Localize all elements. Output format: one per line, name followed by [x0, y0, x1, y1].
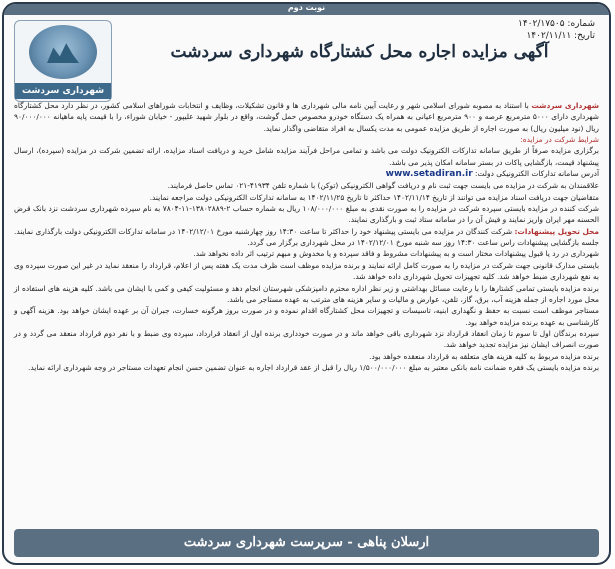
auction-notice — [2, 2, 611, 565]
notice-header-bar — [4, 4, 609, 15]
paragraph-3: علاقمندان به شرکت در مزایده می بایست جهت ثبت نام و دریافت گواهی الکترونیکی (توکن) با شماره تلفن ۴۱۹۳۴-۰۲۱ تماس حاصل فرمایند. — [167, 181, 599, 191]
notice-body — [14, 100, 599, 523]
paragraph-4: متقاضیان جهت دریافت اسناد مزایده می توانند از تاریخ ۱۴۰۲/۱۱/۱۴ حداکثر تا تاریخ ۱۴۰۲/۱۱/۲۵ به سامانه تدارکات الکترونیکی دولت مراجعه نمایند. — [149, 192, 599, 202]
website-label: آدرس سامانه تدارکات الکترونیکی دولت: — [475, 169, 599, 179]
notice-footer-signature: ارسلان پناهی - سرپرست شهرداری سردشت — [14, 529, 599, 557]
notice-title: آگهی مزایده اجاره محل کشتارگاه شهرداری سردشت — [170, 42, 549, 62]
paragraph-10: مستاجر موظف است نسبت به حفظ و نگهداری ابنیه، تاسیسات و تجهیزات محل کشتارگاه اقدام نموده و در صورت بروز هرگونه خسارت، جبران آن بر عهده ایشان خواهد بود. هزینه آگهی و کارشناسی به عهده برنده مزایده خواهد بود. — [14, 306, 599, 327]
logo-text: شهرداری سردشت — [15, 83, 111, 99]
website-link[interactable]: www.setadiran.ir — [385, 169, 473, 180]
paragraph-7: شهرداری در رد یا قبول پیشنهادات مختار است و به پیشنهادات مشروط و فاقد سپرده و یا مخدوش و مبهم ترتیب اثر داده نخواهد شد. — [193, 249, 599, 259]
logo-emblem-icon — [29, 25, 97, 79]
paragraph-12: برنده مزایده مربوط به کلیه هزینه های متعلقه به قرارداد منعقده خواهد بود. — [369, 351, 599, 361]
intro-text: با استناد به مصوبه شورای اسلامی شهر و رعایت آیین نامه مالی شهرداری ها و قانون تشکیلات، وظایف و انتخابات شوراهای اسلامی کشور، در نظر دارد محل کشتارگاه شهرداری دارای ۵۰۰۰ مترمربع عرصه و ۹۰۰ مترمربع اعیانی به همراه یک دستگاه خودرو مخصوص حمل گوشت، واقع در بلوار شهید علیپور - خیابان شوراء، را با قیمت پایه ماهیانه ۹۰/۰۰۰/۰۰۰ ریال (نود میلیون ریال) به صورت اجاره از طریق مزایده عمومی به مدت یکسال به افراد متقاضی واگذار نماید. — [14, 101, 599, 133]
delivery-text: شرکت کنندگان در مزایده می بایستی پیشنهاد خود را حداکثر تا ساعت ۱۴:۳۰ روز چهارشنبه مورخ ۱۴۰۲/۱۲/۰۱ در سامانه تدارکات الکترونیکی دولت بارگذاری نمایند. جلسه بازگشایی پیشنهادات راس ساعت ۱۴:۳۰ روز سه شنبه مورخ ۱۴۰۲/۱۲/۰۱ در محل شهرداری برگزار می گردد. — [14, 226, 599, 248]
paragraph-5: شرکت کننده در مزایده بایستی سپرده شرکت در مزایده را به صورت نقدی به مبلغ ۱۰۸/۰۰۰/۰۰۰ ریال به شماره حساب ۲-۱۳۸۰۲۸۸۹-۱۱-۷۸۰۴ به نام سپرده شهرداری سردشت نزد بانک قرض الحسنه مهر ایران واریز نمایند و فیش آن را در سامانه ستاد ثبت و بارگذاری نمایند. — [14, 204, 600, 225]
notice-number: شماره: ۱۴۰۲/۱۷۵۰۵ — [518, 19, 595, 29]
intro-paragraph — [14, 100, 599, 134]
municipality-logo — [14, 20, 112, 102]
paragraph-1: برگزاری مزایده صرفاً از طریق سامانه تدارکات الکترونیک دولت می باشد و تمامی مراحل فرآیند مزایده شامل خرید و دریافت اسناد مزایده، ارائه تضمین شرکت در مزایده (سپرده)، ارسال پیشنهاد قیمت، بازگشایی پاکات در بستر سامانه امکان پذیر می باشد. — [14, 146, 599, 167]
notice-meta — [518, 18, 595, 42]
notice-date: تاریخ: ۱۴۰۲/۱۱/۱۱ — [526, 31, 595, 41]
paragraph-8: بایستی مدارک قانونی جهت شرکت در مزایده را به صورت کامل ارائه نمایند و برنده مزایده موظف است ظرف مدت یک هفته پس از اعلام، قرارداد را منعقد نماید در غیر این صورت سپرده وی به نفع شهرداری ضبط خواهد شد. کلیه تجهیزات تحویل شهرداری داده خواهد شد. — [14, 260, 599, 282]
paragraph-13: برنده مزایده بایستی یک فقره ضمانت نامه بانکی معتبر به مبلغ ۱/۵۰۰/۰۰۰/۰۰۰ ریال را قبل از عقد قرارداد اجاره به عنوان تضمین حسن انجام تعهدات مستاجر در وجه شهرداری ارائه نماید. — [28, 362, 599, 372]
notice-round-label: نوبت دوم — [287, 3, 326, 12]
delivery-label: محل تحویل پیشنهادات: — [514, 226, 599, 236]
paragraph-6 — [14, 226, 599, 249]
paragraph-2 — [14, 168, 599, 180]
paragraph-9: برنده مزایده بایستی تمامی کشتارها را با رعایت مسائل بهداشتی و زیر نظر اداره محترم دامپزشکی شهرستان انجام دهد و مسئولیت کیفی و کمی با ایشان می باشد. کلیه هزینه های استفاده از محل مورد اجاره از جمله هزینه آب، برق، گاز، تلفن، عوارض و مالیات و سایر هزینه های مترتب به عهده مستاجر می باشد. — [14, 283, 599, 304]
conditions-heading: شرایط شرکت در مزایده: — [520, 135, 599, 145]
paragraph-11: سپرده برندگان اول تا سوم تا زمان انعقاد قرارداد نزد شهرداری باقی خواهد ماند و در صورت خودداری برنده اول از انعقاد قرارداد، سپرده وی ضبط و با نفر دوم قرارداد منعقد می گردد و در صورت انصراف ایشان نیز مزایده تجدید خواهد شد. — [14, 328, 599, 350]
org-name: شهرداری سردشت — [531, 101, 599, 110]
